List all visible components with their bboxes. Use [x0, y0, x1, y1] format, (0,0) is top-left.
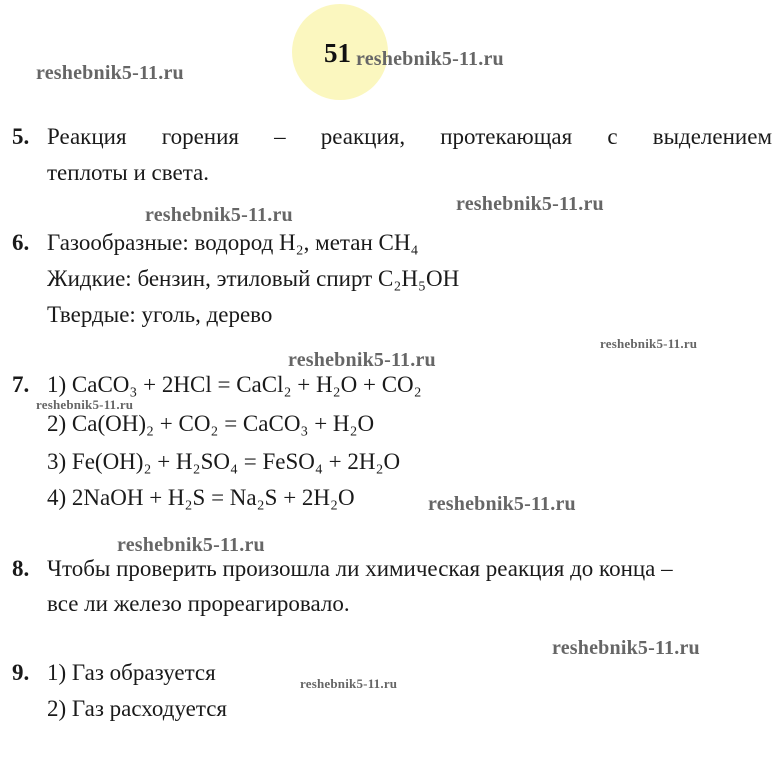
equation-line: 2) Ca(OH)₂ + CO₂ = CaCO₃ + H₂O	[47, 411, 375, 436]
item-text-line: Чтобы проверить произошла ли химическая реакция до конца –	[47, 556, 673, 581]
watermark: reshebnik5-11.ru	[552, 637, 700, 659]
equation-line: 4) 2NaOH + H₂S = Na₂S + 2H₂O	[47, 485, 355, 510]
item-text-line: 1) Газ образуется	[47, 660, 216, 685]
item-number: 6.	[12, 230, 30, 255]
watermark: reshebnik5-11.ru	[456, 193, 604, 215]
watermark: reshebnik5-11.ru	[36, 397, 134, 412]
page-number: 51	[324, 38, 351, 68]
watermark: reshebnik5-11.ru	[300, 676, 398, 691]
equation-line: 3) Fe(OH)₂ + H₂SO₄ = FeSO₄ + 2H₂O	[47, 449, 401, 474]
item-number: 8.	[12, 556, 30, 581]
item-number: 7.	[12, 372, 30, 397]
watermark: reshebnik5-11.ru	[145, 204, 293, 226]
watermark: reshebnik5-11.ru	[428, 493, 576, 515]
watermark: reshebnik5-11.ru	[600, 336, 698, 351]
item-text-line: Жидкие: бензин, этиловый спирт C₂H₅OH	[47, 266, 460, 291]
equation-line: 1) CaCO₃ + 2HCl = CaCl₂ + H₂O + CO₂	[47, 372, 422, 397]
item-number: 9.	[12, 660, 30, 685]
watermark: reshebnik5-11.ru	[117, 534, 265, 556]
item-text-line: Реакция горения – реакция, протекающая с выделением	[47, 124, 772, 149]
item-text-line: Твердые: уголь, дерево	[47, 302, 273, 327]
item-text-line: Газообразные: водород H₂, метан CH₄	[47, 230, 419, 255]
watermark: reshebnik5-11.ru	[36, 62, 184, 84]
watermark: reshebnik5-11.ru	[356, 48, 504, 70]
item-text-line: все ли железо прореагировало.	[47, 591, 350, 616]
item-text-line: 2) Газ расходуется	[47, 696, 227, 721]
watermark: reshebnik5-11.ru	[288, 349, 436, 371]
item-number: 5.	[12, 124, 30, 149]
item-text-line: теплоты и света.	[47, 160, 209, 185]
